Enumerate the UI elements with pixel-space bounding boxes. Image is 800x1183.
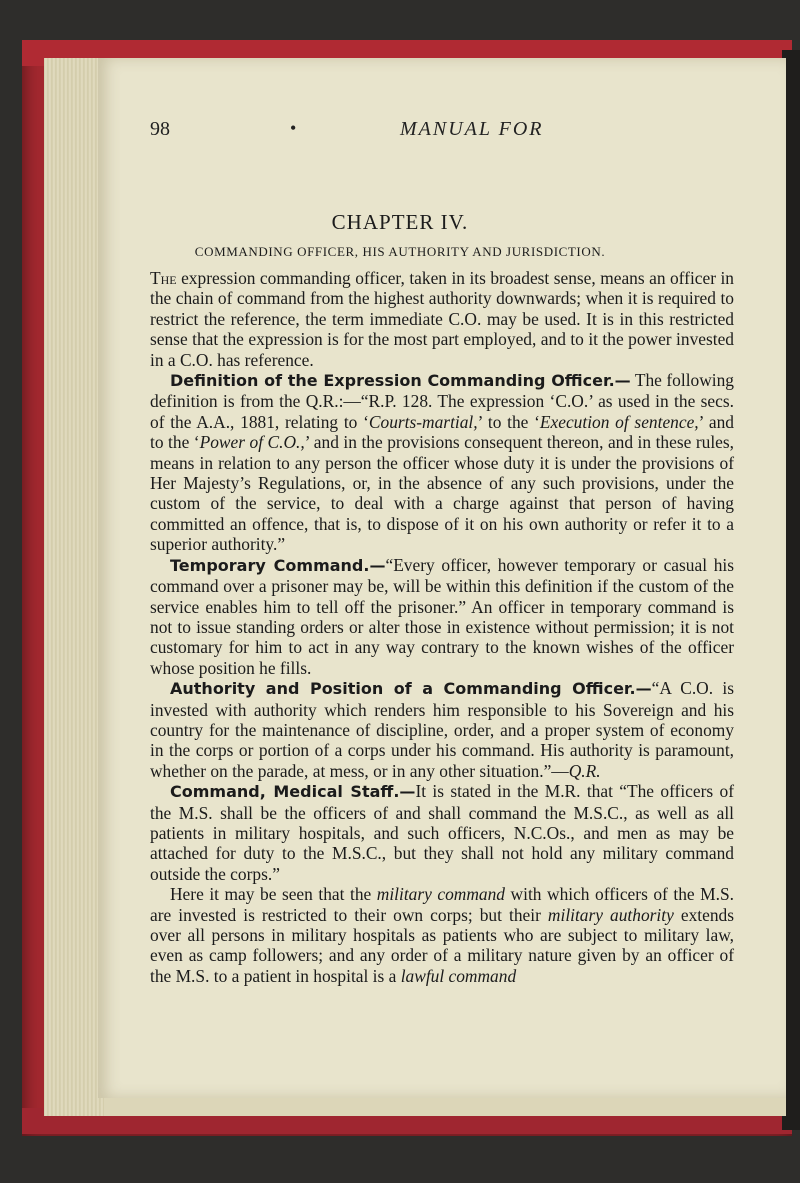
- first-word: The: [150, 268, 177, 288]
- paragraph: [150, 781, 734, 884]
- paragraph: [150, 884, 734, 986]
- section-heading: Definition of the Expression Commanding Officer.—: [170, 371, 631, 391]
- section-heading: Temporary Command.—: [170, 555, 386, 575]
- section-heading: Authority and Position of a Commanding Officer.—: [170, 679, 652, 699]
- paragraph-text: It is stated in the M.R. that “The officers of the M.S. shall be the officers of and shall command the M.S.C., as well as all patients in military hospitals, and such officers, N.C.Os., and men as may be attached for duty to the M.S.C., but they shall not hold any military command outside the corps.”: [150, 781, 735, 884]
- page-edges: [44, 58, 104, 1116]
- paragraph-text: ’ to the ‘: [477, 411, 540, 432]
- running-title: MANUAL FOR: [400, 118, 544, 140]
- italic-phrase: lawful command: [400, 965, 517, 986]
- paragraph-text: ’ and to the ‘: [150, 411, 734, 453]
- paragraph: [150, 268, 734, 370]
- italic-phrase: Power of C.O.,: [199, 432, 305, 453]
- header-dot: •: [290, 118, 297, 138]
- paragraph-text: “A C.O. is invested with authority which renders him responsible to his Sovereign and his country for the maintenance of discipline, order, and a proper system of economy in the corps or portion of a corps under his command. His authority is paramount, whether on the parade, at mess, or in any other situation.”—: [150, 678, 735, 781]
- paragraph-text: ’ and in the provisions consequent thereon, and in these rules, means in relation to any person the officer whose duty it is under the provisions of Her Majesty’s Regulations, or, in the absence of any such provisions, under the custom of the service, to deal with a charge against that person of having committed an offence, that is, to dispose of it on his own authority or refer it to a superior authority.”: [150, 432, 735, 555]
- italic-phrase: Courts-martial,: [368, 411, 478, 432]
- paragraph-text: with which officers of the M.S. are invested is restricted to their own corps; but their: [150, 884, 734, 925]
- italic-phrase: Q.R.: [568, 760, 601, 781]
- paragraph-text: expression commanding officer, taken in its broadest sense, means an officer in the chain of command from the highest authority downwards; when it is required to restrict the reference, the term immediate C.O. may be used. It is in this restricted sense that the expression is for the most part employed, and to it the power invested in a C.O. has reference.: [150, 268, 734, 370]
- running-header: [150, 118, 730, 142]
- paragraph-text: “Every officer, however temporary or casual his command over a prisoner may be, will be within this definition if the custom of the service enables him to tell off the prisoner.” An officer in temporary command is not to issue standing orders or alter those in existence without permission; it is not customary for him to act in any way contrary to the known wishes of the officer whose position he fills.: [150, 554, 734, 678]
- paragraph-text: The following definition is from the Q.R.:—“R.P. 128. The expression ‘C.O.’ as used in the secs. of the A.A., 1881, relating to ‘: [150, 370, 735, 432]
- chapter-title: CHAPTER IV.: [331, 210, 469, 234]
- paragraph: [150, 370, 734, 555]
- paragraph-text: extends over all persons in military hospitals as patients who are subject to military law, even as camp followers; and any order of a military nature given by an officer of the M.S. to a patient in hospital is a: [150, 904, 734, 986]
- section-heading: Command, Medical Staff.—: [170, 782, 416, 802]
- chapter-subtitle: COMMANDING OFFICER, HIS AUTHORITY AND JURISDICTION.: [194, 244, 606, 259]
- paragraph: [150, 555, 734, 678]
- paragraph-text: Here it may be seen that the: [170, 884, 377, 905]
- page-number: 98: [150, 118, 170, 140]
- italic-phrase: Execution of sentence,: [539, 411, 699, 432]
- body-text: [150, 268, 734, 986]
- italic-phrase: military authority: [547, 904, 674, 925]
- italic-phrase: military command: [376, 884, 506, 905]
- paragraph: [150, 678, 734, 781]
